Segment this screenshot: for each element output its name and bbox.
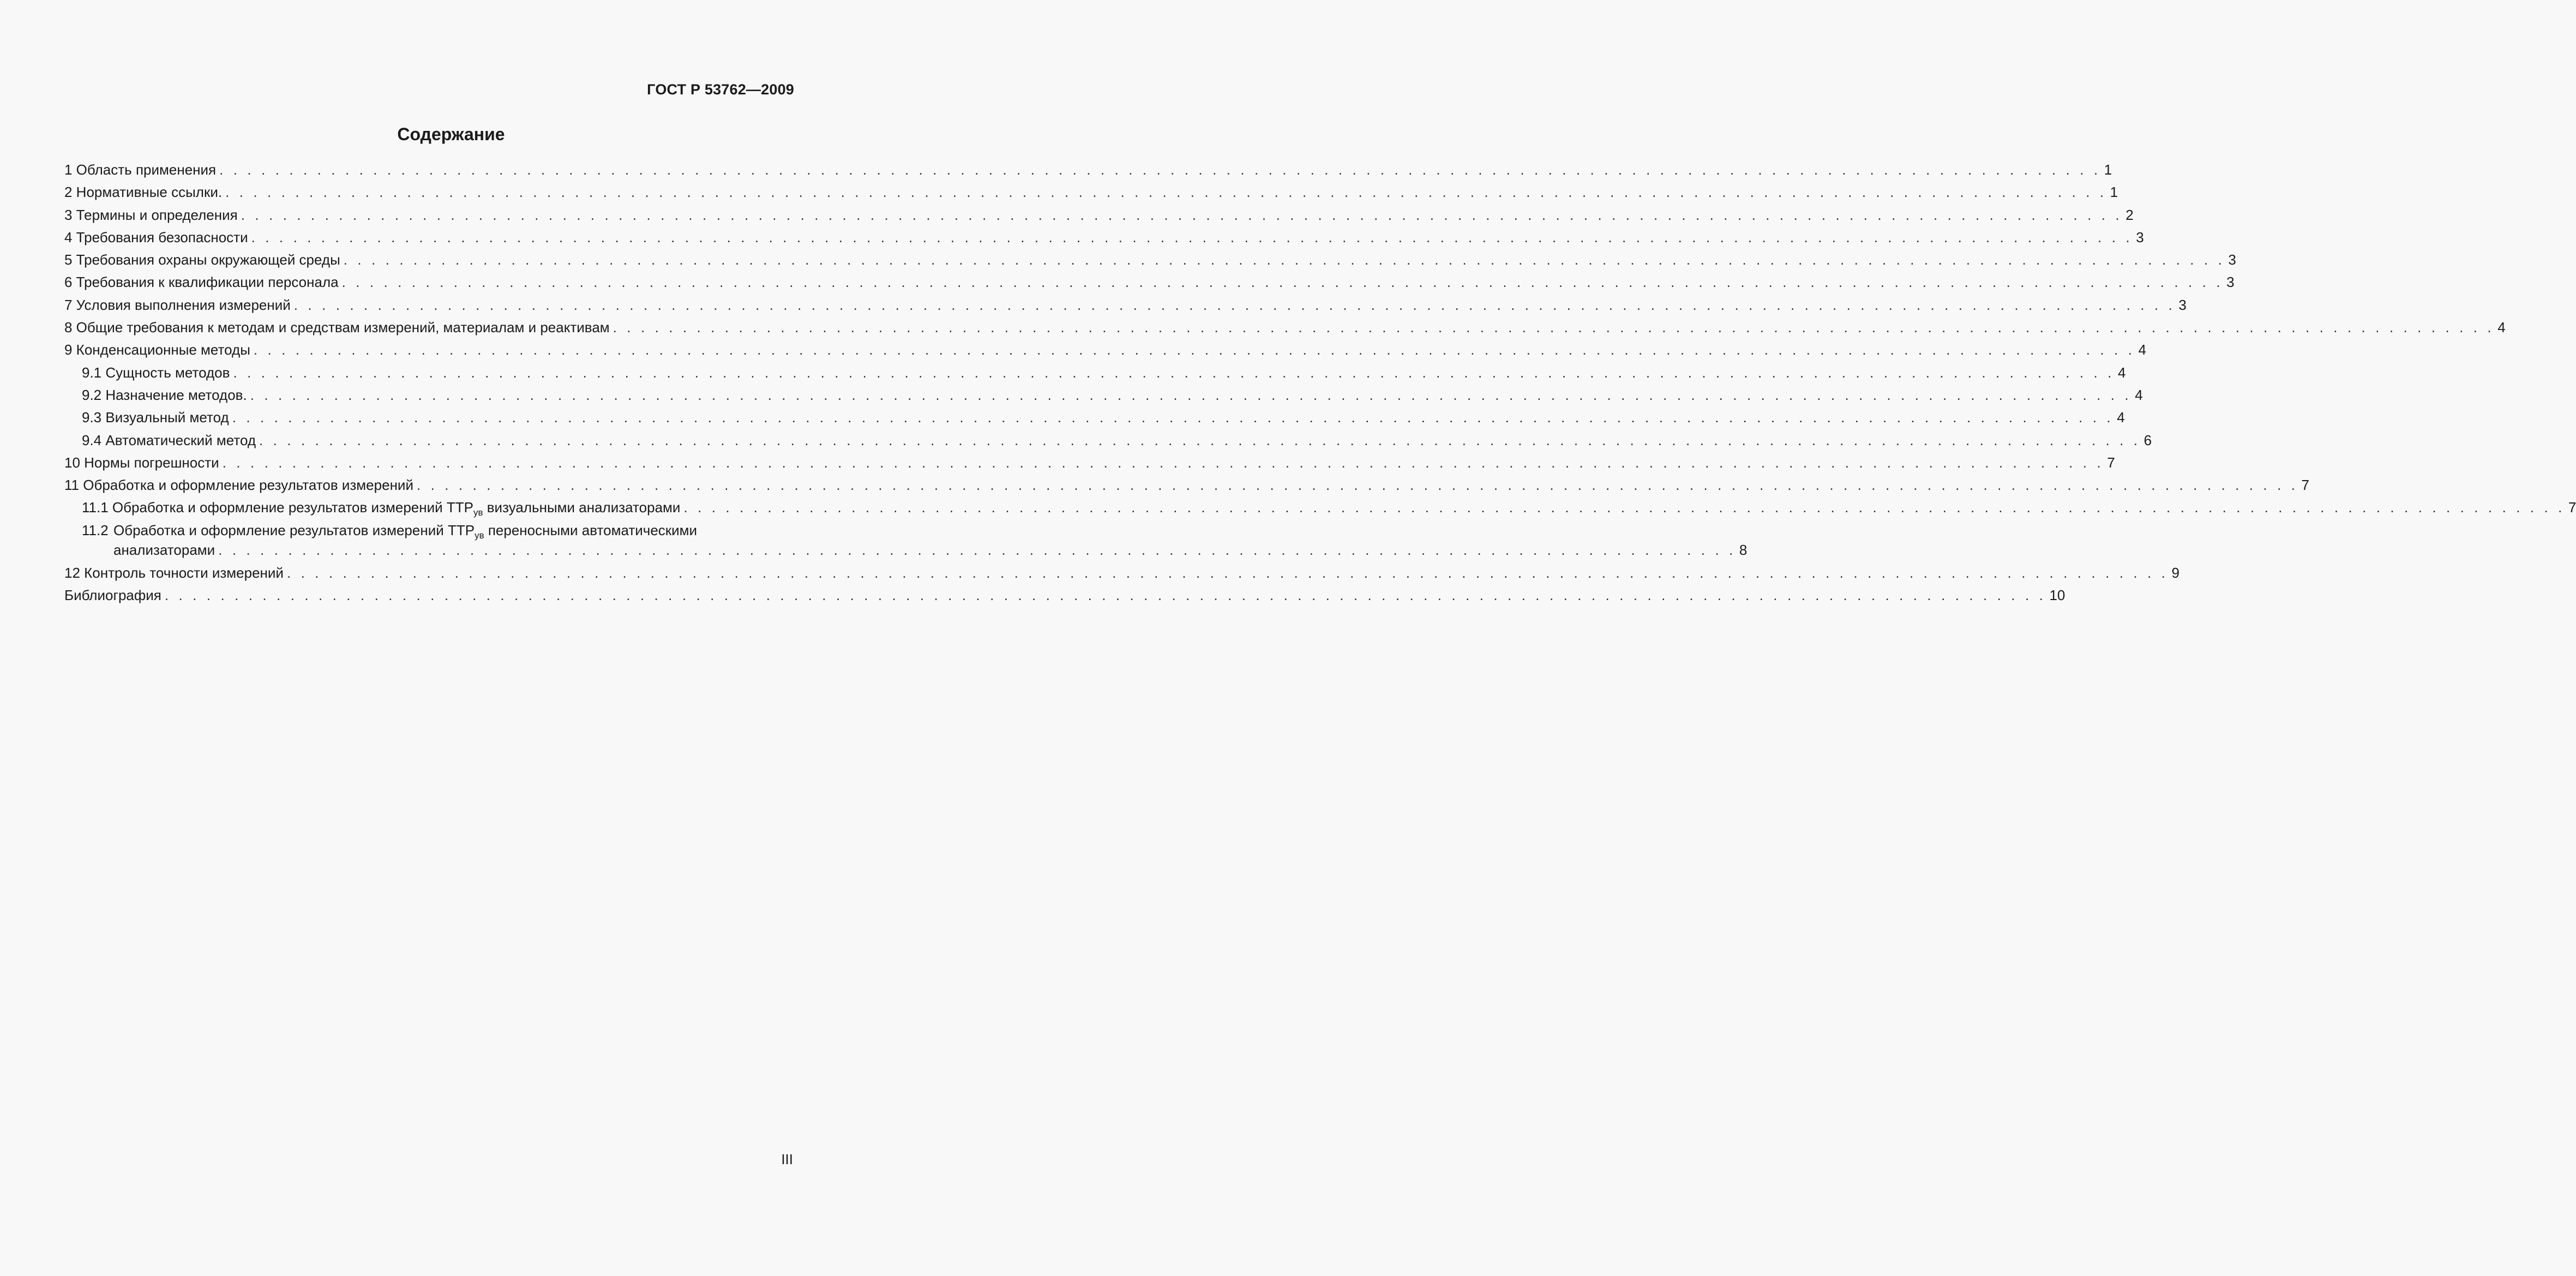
toc-entry-10[interactable] [64, 454, 2115, 477]
toc-entry-page: 4 [2497, 319, 2506, 336]
leader-dots [233, 364, 2115, 381]
leader-dots [219, 161, 2101, 178]
toc-entry-page: 7 [2301, 477, 2310, 494]
toc-entry-title-subscript: ув [475, 530, 484, 541]
toc-entry-9-2[interactable] [64, 386, 2143, 409]
toc-entry-page: 3 [2226, 274, 2235, 291]
toc-entry-title: Библиография [64, 587, 161, 604]
toc-entry-page: 3 [2178, 296, 2187, 313]
toc-entry-title: 11 Обработка и оформление результатов измерений [64, 477, 413, 494]
toc-entry-page: 10 [2049, 587, 2065, 604]
toc-entry-page: 1 [2104, 161, 2112, 178]
leader-dots [287, 565, 2169, 582]
toc-entry-page: 3 [2136, 229, 2144, 245]
toc-entry-title: 2 Нормативные ссылки. [64, 184, 223, 201]
toc-entry-9[interactable] [64, 342, 2146, 364]
toc-entry-page: 3 [2228, 251, 2236, 268]
toc-entry-number: 11.2 [82, 522, 109, 538]
toc-entry-page: 4 [2117, 409, 2125, 426]
toc-entry-title: 7 Условия выполнения измерений [64, 296, 291, 313]
toc-entry-7[interactable] [64, 296, 2187, 319]
leader-dots [218, 542, 1736, 559]
toc-entry-11-2[interactable] [64, 522, 1748, 565]
toc-entry-title-subscript: ув [473, 507, 483, 518]
leader-dots [241, 207, 2123, 224]
leader-dots [250, 387, 2132, 404]
leader-dots [342, 274, 2224, 291]
toc-entry-title: 8 Общие требования к методам и средствам измерений, материалам и реактивам [64, 319, 610, 336]
toc-entry-title-post: переносными автоматическими [484, 522, 698, 538]
document-designation: ГОСТ Р 53762—2009 [647, 81, 794, 98]
toc-entry-title-line1 [113, 522, 1747, 542]
leader-dots [259, 432, 2141, 449]
toc-entry-8[interactable] [64, 319, 2506, 342]
toc-entry-9-4[interactable] [64, 432, 2152, 454]
toc-entry-title: 9.2 Назначение методов. [82, 386, 247, 403]
toc-entry-title-line2: анализаторами [113, 541, 215, 558]
toc-entry-6[interactable] [64, 274, 2235, 296]
toc-title: Содержание [397, 124, 505, 144]
toc-entry-5[interactable] [64, 251, 2236, 274]
toc-entry-title: 9 Конденсационные методы [64, 342, 250, 358]
toc-entry-page: 4 [2138, 342, 2146, 358]
toc-entry-bibliography[interactable] [64, 587, 2065, 609]
leader-dots [232, 409, 2114, 426]
toc-entry-title: 5 Требования охраны окружающей среды [64, 251, 340, 268]
toc-entry-page: 7 [2568, 499, 2576, 516]
table-of-contents [64, 161, 2576, 609]
toc-entry-title: 10 Нормы погрешности [64, 454, 219, 471]
toc-entry-title: 1 Область применения [64, 161, 217, 178]
toc-entry-1[interactable] [64, 161, 2112, 184]
toc-entry-11-1[interactable] [64, 499, 2576, 522]
toc-entry-4[interactable] [64, 229, 2144, 251]
leader-dots [165, 587, 2046, 604]
toc-entry-page: 4 [2135, 386, 2143, 403]
toc-entry-page: 2 [2125, 206, 2134, 223]
toc-entry-page: 1 [2110, 184, 2118, 201]
toc-entry-page: 9 [2171, 564, 2179, 581]
toc-entry-title: 9.3 Визуальный метод [82, 409, 229, 426]
toc-entry-title [82, 499, 680, 516]
toc-entry-9-3[interactable] [64, 409, 2125, 432]
toc-entry-title-pre: 11.1 Обработка и оформление результатов измерений ТТР [82, 499, 473, 516]
page-number: III [781, 1151, 793, 1167]
leader-dots [225, 184, 2107, 201]
toc-entry-3[interactable] [64, 206, 2134, 229]
toc-entry-title: 3 Термины и определения [64, 206, 238, 223]
leader-dots [344, 251, 2225, 268]
toc-entry-title: 12 Контроль точности измерений [64, 564, 284, 581]
toc-entry-title-post: визуальными анализаторами [483, 499, 681, 516]
toc-entry-title: 6 Требования к квалификации персонала [64, 274, 339, 291]
toc-entry-title: 9.1 Сущность методов [82, 364, 230, 381]
toc-entry-title: 4 Требования безопасности [64, 229, 248, 245]
toc-entry-12[interactable] [64, 564, 2179, 587]
leader-dots [251, 229, 2133, 246]
leader-dots [683, 499, 2565, 516]
leader-dots [223, 454, 2104, 471]
toc-entry-title-pre: Обработка и оформление результатов измерений ТТР [113, 522, 475, 538]
toc-entry-9-1[interactable] [64, 364, 2126, 387]
leader-dots [254, 342, 2135, 358]
toc-entry-page: 8 [1739, 541, 1748, 558]
leader-dots [417, 477, 2298, 494]
toc-entry-page: 4 [2118, 364, 2126, 381]
toc-entry-page: 7 [2107, 454, 2115, 471]
toc-entry-2[interactable] [64, 184, 2118, 206]
toc-entry-title: 9.4 Автоматический метод [82, 432, 256, 448]
toc-entry-page: 6 [2143, 432, 2152, 448]
leader-dots [613, 319, 2495, 336]
leader-dots [294, 297, 2176, 314]
toc-entry-11[interactable] [64, 477, 2310, 499]
